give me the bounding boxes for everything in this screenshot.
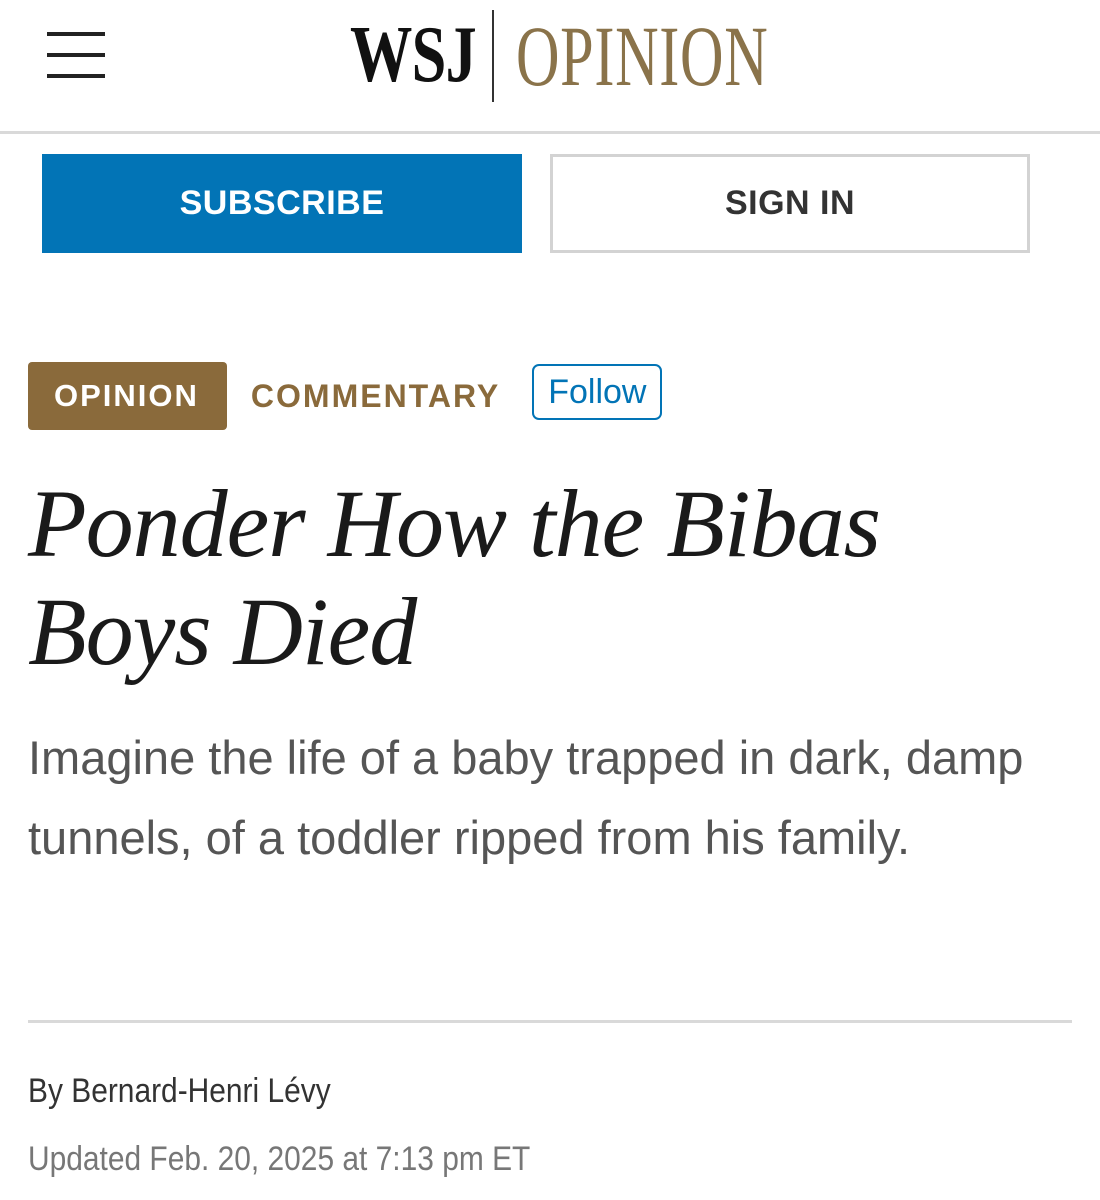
follow-button[interactable]: Follow xyxy=(532,364,662,420)
opinion-tag[interactable]: OPINION xyxy=(28,362,227,430)
article-tags xyxy=(28,362,662,430)
article-headline: Ponder How the Bibas Boys Died xyxy=(28,470,880,685)
sign-in-button[interactable]: SIGN IN xyxy=(550,154,1030,253)
opinion-section-logo[interactable]: OPINION xyxy=(516,7,769,104)
author-link[interactable]: Bernard-Henri Lévy xyxy=(71,1072,331,1110)
menu-bar xyxy=(47,53,105,57)
byline-prefix: By xyxy=(28,1072,63,1110)
masthead-divider xyxy=(492,10,494,102)
divider xyxy=(28,1020,1072,1023)
masthead[interactable] xyxy=(350,8,877,103)
commentary-category-link[interactable]: COMMENTARY xyxy=(250,377,501,414)
wsj-logo[interactable]: WSJ xyxy=(350,11,476,99)
hamburger-menu-icon[interactable] xyxy=(47,32,105,78)
byline xyxy=(28,1072,331,1111)
subscribe-button[interactable]: SUBSCRIBE xyxy=(42,154,522,253)
updated-timestamp: Updated Feb. 20, 2025 at 7:13 pm ET xyxy=(28,1140,531,1178)
article-dek: Imagine the life of a baby trapped in dark, damp tunnels, of a toddler ripped from his family. xyxy=(28,731,1024,864)
site-header xyxy=(0,0,1100,134)
menu-bar xyxy=(47,74,105,78)
menu-bar xyxy=(47,32,105,36)
